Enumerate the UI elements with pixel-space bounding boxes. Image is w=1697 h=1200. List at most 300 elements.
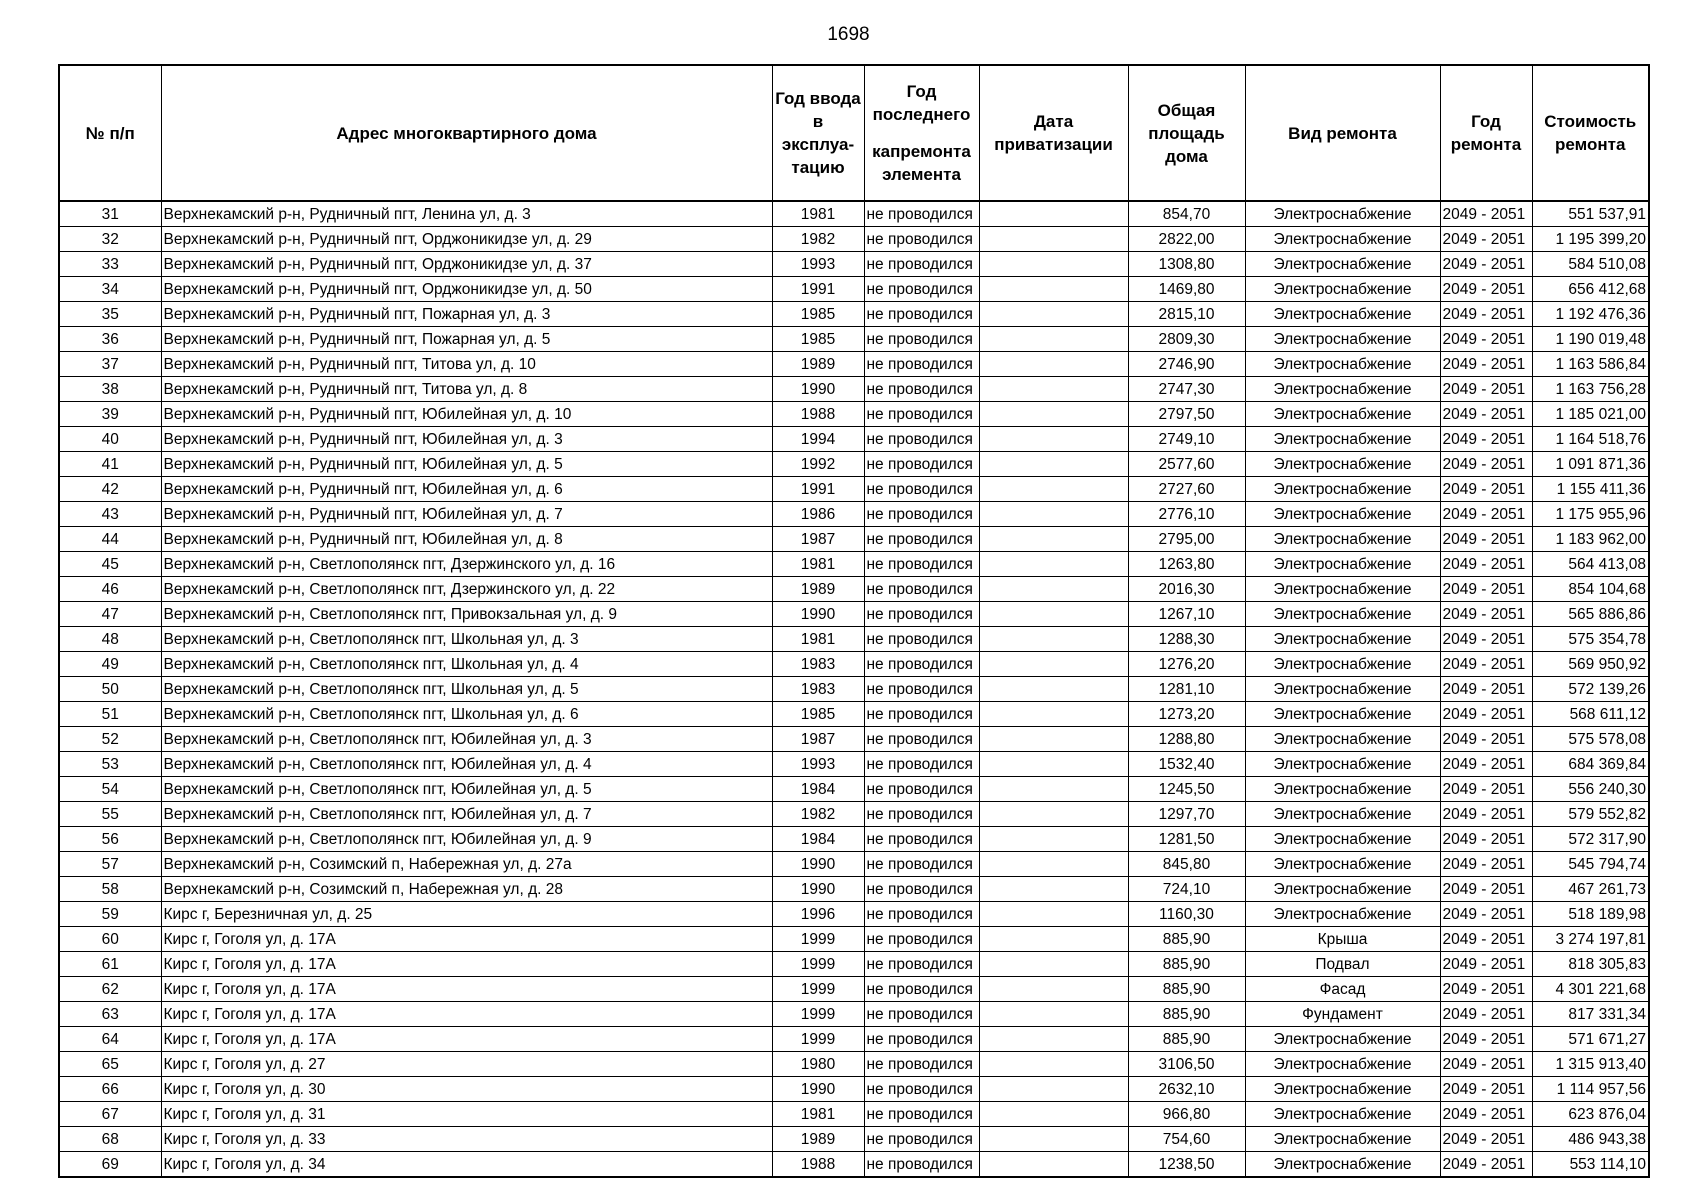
cell-last-repair: не проводился [864,577,979,602]
cell-area: 2577,60 [1128,452,1245,477]
cell-cost: 3 274 197,81 [1532,927,1649,952]
cell-year-built: 1999 [772,952,864,977]
cell-repair-type: Электроснабжение [1245,652,1440,677]
cell-num: 64 [59,1027,161,1052]
cell-last-repair: не проводился [864,677,979,702]
cell-address: Верхнекамский р-н, Рудничный пгт, Титова ул, д. 8 [161,377,772,402]
cell-repair-type: Электроснабжение [1245,1052,1440,1077]
cell-repair-type: Электроснабжение [1245,527,1440,552]
cell-cost: 623 876,04 [1532,1102,1649,1127]
cell-repair-year: 2049 - 2051 [1440,1027,1532,1052]
cell-address: Кирс г, Гоголя ул, д. 17А [161,952,772,977]
cell-repair-year: 2049 - 2051 [1440,277,1532,302]
cell-repair-year: 2049 - 2051 [1440,1102,1532,1127]
table-row [59,1102,1649,1127]
cell-repair-type: Электроснабжение [1245,702,1440,727]
table-row [59,252,1649,277]
cell-address: Верхнекамский р-н, Рудничный пгт, Юбилейная ул, д. 7 [161,502,772,527]
cell-num: 44 [59,527,161,552]
table-row [59,802,1649,827]
header-privatization: Дата приватизации [979,65,1128,201]
cell-year-built: 1982 [772,227,864,252]
cell-cost: 571 671,27 [1532,1027,1649,1052]
cell-area: 1281,10 [1128,677,1245,702]
cell-area: 2632,10 [1128,1077,1245,1102]
cell-last-repair: не проводился [864,652,979,677]
cell-repair-year: 2049 - 2051 [1440,377,1532,402]
cell-address: Верхнекамский р-н, Рудничный пгт, Пожарная ул, д. 5 [161,327,772,352]
cell-area: 2749,10 [1128,427,1245,452]
cell-privatization [979,552,1128,577]
cell-repair-type: Электроснабжение [1245,627,1440,652]
table-row [59,652,1649,677]
cell-repair-type: Фасад [1245,977,1440,1002]
cell-repair-type: Фундамент [1245,1002,1440,1027]
cell-cost: 656 412,68 [1532,277,1649,302]
cell-privatization [979,1127,1128,1152]
cell-cost: 572 139,26 [1532,677,1649,702]
cell-last-repair: не проводился [864,802,979,827]
cell-cost: 467 261,73 [1532,877,1649,902]
cell-cost: 1 190 019,48 [1532,327,1649,352]
cell-num: 35 [59,302,161,327]
cell-privatization [979,427,1128,452]
cell-repair-type: Электроснабжение [1245,477,1440,502]
cell-num: 37 [59,352,161,377]
cell-last-repair: не проводился [864,502,979,527]
cell-last-repair: не проводился [864,277,979,302]
cell-privatization [979,1152,1128,1178]
cell-area: 2776,10 [1128,502,1245,527]
cell-year-built: 1985 [772,327,864,352]
cell-year-built: 1982 [772,802,864,827]
cell-address: Верхнекамский р-н, Светлополянск пгт, Юбилейная ул, д. 7 [161,802,772,827]
cell-area: 2815,10 [1128,302,1245,327]
cell-privatization [979,902,1128,927]
cell-cost: 545 794,74 [1532,852,1649,877]
cell-num: 33 [59,252,161,277]
table-row [59,427,1649,452]
cell-area: 1273,20 [1128,702,1245,727]
cell-last-repair: не проводился [864,702,979,727]
cell-repair-type: Электроснабжение [1245,1102,1440,1127]
header-repair-type: Вид ремонта [1245,65,1440,201]
header-row [59,65,1649,201]
cell-repair-type: Электроснабжение [1245,201,1440,227]
cell-repair-year: 2049 - 2051 [1440,827,1532,852]
cell-repair-year: 2049 - 2051 [1440,652,1532,677]
cell-privatization [979,1077,1128,1102]
cell-privatization [979,352,1128,377]
header-address: Адрес многоквартирного дома [161,65,772,201]
cell-address: Кирс г, Гоголя ул, д. 17А [161,1027,772,1052]
cell-last-repair: не проводился [864,352,979,377]
cell-area: 2822,00 [1128,227,1245,252]
cell-address: Верхнекамский р-н, Рудничный пгт, Юбилейная ул, д. 8 [161,527,772,552]
cell-privatization [979,977,1128,1002]
cell-address: Кирс г, Гоголя ул, д. 17А [161,977,772,1002]
cell-address: Кирс г, Гоголя ул, д. 17А [161,1002,772,1027]
cell-repair-type: Электроснабжение [1245,1027,1440,1052]
cell-repair-type: Электроснабжение [1245,227,1440,252]
cell-area: 885,90 [1128,977,1245,1002]
cell-repair-year: 2049 - 2051 [1440,627,1532,652]
cell-area: 1288,80 [1128,727,1245,752]
table-row [59,902,1649,927]
table-row [59,1027,1649,1052]
cell-num: 47 [59,602,161,627]
cell-repair-year: 2049 - 2051 [1440,1127,1532,1152]
cell-address: Верхнекамский р-н, Светлополянск пгт, Юбилейная ул, д. 5 [161,777,772,802]
cell-year-built: 1999 [772,1027,864,1052]
cell-address: Верхнекамский р-н, Рудничный пгт, Пожарная ул, д. 3 [161,302,772,327]
page-number: 1698 [827,24,870,45]
cell-area: 754,60 [1128,1127,1245,1152]
cell-address: Верхнекамский р-н, Рудничный пгт, Ленина ул, д. 3 [161,201,772,227]
cell-repair-type: Электроснабжение [1245,352,1440,377]
table-row [59,777,1649,802]
header-last-repair [864,65,979,201]
cell-privatization [979,652,1128,677]
cell-last-repair: не проводился [864,602,979,627]
cell-repair-type: Электроснабжение [1245,827,1440,852]
cell-area: 966,80 [1128,1102,1245,1127]
cell-num: 40 [59,427,161,452]
cell-repair-year: 2049 - 2051 [1440,552,1532,577]
cell-last-repair: не проводился [864,227,979,252]
cell-last-repair: не проводился [864,1152,979,1178]
cell-privatization [979,1002,1128,1027]
cell-repair-year: 2049 - 2051 [1440,527,1532,552]
table-row [59,677,1649,702]
cell-address: Верхнекамский р-н, Светлополянск пгт, Дзержинского ул, д. 16 [161,552,772,577]
cell-area: 1160,30 [1128,902,1245,927]
cell-year-built: 1988 [772,402,864,427]
cell-area: 854,70 [1128,201,1245,227]
cell-area: 2746,90 [1128,352,1245,377]
cell-address: Верхнекамский р-н, Светлополянск пгт, Дзержинского ул, д. 22 [161,577,772,602]
cell-address: Верхнекамский р-н, Рудничный пгт, Орджоникидзе ул, д. 37 [161,252,772,277]
cell-address: Верхнекамский р-н, Созимский п, Набережная ул, д. 27а [161,852,772,877]
cell-repair-type: Электроснабжение [1245,852,1440,877]
cell-last-repair: не проводился [864,927,979,952]
header-repair-year: Год ремонта [1440,65,1532,201]
cell-address: Верхнекамский р-н, Светлополянск пгт, Юбилейная ул, д. 3 [161,727,772,752]
cell-privatization [979,702,1128,727]
table-row [59,977,1649,1002]
header-num: № п/п [59,65,161,201]
table-row [59,502,1649,527]
cell-last-repair: не проводился [864,1127,979,1152]
cell-cost: 4 301 221,68 [1532,977,1649,1002]
header-last-repair-top: Год последнего [872,82,971,124]
cell-repair-type: Электроснабжение [1245,1077,1440,1102]
cell-year-built: 1994 [772,427,864,452]
cell-num: 61 [59,952,161,977]
cell-cost: 1 163 586,84 [1532,352,1649,377]
cell-num: 58 [59,877,161,902]
cell-area: 1297,70 [1128,802,1245,827]
table-row [59,1002,1649,1027]
cell-cost: 553 114,10 [1532,1152,1649,1178]
cell-num: 54 [59,777,161,802]
cell-year-built: 1980 [772,1052,864,1077]
cell-area: 2016,30 [1128,577,1245,602]
cell-cost: 564 413,08 [1532,552,1649,577]
cell-num: 46 [59,577,161,602]
cell-num: 39 [59,402,161,427]
cell-address: Кирс г, Гоголя ул, д. 34 [161,1152,772,1178]
cell-area: 1267,10 [1128,602,1245,627]
cell-cost: 854 104,68 [1532,577,1649,602]
cell-year-built: 1990 [772,1077,864,1102]
cell-cost: 568 611,12 [1532,702,1649,727]
cell-last-repair: не проводился [864,952,979,977]
cell-repair-year: 2049 - 2051 [1440,1077,1532,1102]
cell-address: Верхнекамский р-н, Светлополянск пгт, Юбилейная ул, д. 4 [161,752,772,777]
table-row [59,477,1649,502]
cell-area: 724,10 [1128,877,1245,902]
cell-repair-type: Электроснабжение [1245,877,1440,902]
cell-area: 2727,60 [1128,477,1245,502]
cell-last-repair: не проводился [864,302,979,327]
cell-repair-year: 2049 - 2051 [1440,852,1532,877]
cell-year-built: 1993 [772,752,864,777]
cell-cost: 556 240,30 [1532,777,1649,802]
cell-last-repair: не проводился [864,377,979,402]
table-row [59,1127,1649,1152]
cell-address: Верхнекамский р-н, Рудничный пгт, Юбилейная ул, д. 10 [161,402,772,427]
cell-repair-year: 2049 - 2051 [1440,602,1532,627]
cell-address: Кирс г, Гоголя ул, д. 33 [161,1127,772,1152]
cell-privatization [979,602,1128,627]
cell-area: 1532,40 [1128,752,1245,777]
cell-repair-year: 2049 - 2051 [1440,352,1532,377]
cell-year-built: 1990 [772,602,864,627]
cell-privatization [979,952,1128,977]
cell-num: 59 [59,902,161,927]
cell-address: Верхнекамский р-н, Рудничный пгт, Орджоникидзе ул, д. 50 [161,277,772,302]
table-row [59,852,1649,877]
cell-privatization [979,452,1128,477]
cell-year-built: 1992 [772,452,864,477]
cell-num: 53 [59,752,161,777]
repair-register-table [58,64,1650,1178]
cell-repair-year: 2049 - 2051 [1440,201,1532,227]
table-row [59,527,1649,552]
cell-privatization [979,802,1128,827]
cell-year-built: 1988 [772,1152,864,1178]
cell-repair-year: 2049 - 2051 [1440,227,1532,252]
cell-repair-type: Электроснабжение [1245,552,1440,577]
cell-year-built: 1987 [772,727,864,752]
cell-num: 48 [59,627,161,652]
cell-area: 3106,50 [1128,1052,1245,1077]
cell-privatization [979,827,1128,852]
cell-privatization [979,502,1128,527]
cell-area: 1469,80 [1128,277,1245,302]
cell-area: 885,90 [1128,1027,1245,1052]
cell-year-built: 1990 [772,377,864,402]
cell-privatization [979,277,1128,302]
cell-num: 69 [59,1152,161,1178]
cell-year-built: 1981 [772,201,864,227]
cell-year-built: 1987 [772,527,864,552]
cell-privatization [979,227,1128,252]
cell-privatization [979,577,1128,602]
cell-privatization [979,1052,1128,1077]
cell-address: Верхнекамский р-н, Светлополянск пгт, Школьная ул, д. 6 [161,702,772,727]
cell-privatization [979,852,1128,877]
table-row [59,702,1649,727]
cell-cost: 572 317,90 [1532,827,1649,852]
cell-repair-type: Подвал [1245,952,1440,977]
cell-address: Верхнекамский р-н, Рудничный пгт, Орджоникидзе ул, д. 29 [161,227,772,252]
table-row [59,352,1649,377]
cell-area: 2795,00 [1128,527,1245,552]
cell-year-built: 1981 [772,552,864,577]
cell-num: 66 [59,1077,161,1102]
cell-address: Верхнекамский р-н, Светлополянск пгт, Юбилейная ул, д. 9 [161,827,772,852]
header-last-repair-bottom: капремонта элемента [872,142,971,184]
cell-cost: 575 354,78 [1532,627,1649,652]
cell-num: 50 [59,677,161,702]
cell-num: 56 [59,827,161,852]
header-area: Общая площадь дома [1128,65,1245,201]
cell-cost: 486 943,38 [1532,1127,1649,1152]
table-row [59,927,1649,952]
cell-repair-year: 2049 - 2051 [1440,702,1532,727]
cell-privatization [979,752,1128,777]
cell-repair-year: 2049 - 2051 [1440,1002,1532,1027]
cell-area: 885,90 [1128,1002,1245,1027]
cell-last-repair: не проводился [864,877,979,902]
cell-privatization [979,1102,1128,1127]
cell-year-built: 1983 [772,652,864,677]
cell-last-repair: не проводился [864,752,979,777]
cell-privatization [979,252,1128,277]
cell-num: 42 [59,477,161,502]
cell-year-built: 1996 [772,902,864,927]
cell-repair-year: 2049 - 2051 [1440,302,1532,327]
cell-num: 67 [59,1102,161,1127]
cell-cost: 684 369,84 [1532,752,1649,777]
cell-address: Кирс г, Гоголя ул, д. 31 [161,1102,772,1127]
cell-address: Кирс г, Гоголя ул, д. 30 [161,1077,772,1102]
cell-repair-type: Электроснабжение [1245,427,1440,452]
cell-num: 38 [59,377,161,402]
cell-privatization [979,727,1128,752]
cell-area: 1245,50 [1128,777,1245,802]
cell-year-built: 1999 [772,1002,864,1027]
cell-cost: 1 163 756,28 [1532,377,1649,402]
cell-area: 2747,30 [1128,377,1245,402]
cell-year-built: 1986 [772,502,864,527]
cell-cost: 518 189,98 [1532,902,1649,927]
cell-privatization [979,627,1128,652]
cell-repair-type: Электроснабжение [1245,1152,1440,1178]
table-row [59,552,1649,577]
cell-privatization [979,477,1128,502]
cell-last-repair: не проводился [864,327,979,352]
cell-last-repair: не проводился [864,252,979,277]
cell-repair-year: 2049 - 2051 [1440,327,1532,352]
table-row [59,952,1649,977]
cell-num: 41 [59,452,161,477]
table-row [59,1052,1649,1077]
cell-repair-year: 2049 - 2051 [1440,577,1532,602]
cell-num: 62 [59,977,161,1002]
cell-cost: 565 886,86 [1532,602,1649,627]
cell-year-built: 1989 [772,577,864,602]
table-row [59,727,1649,752]
cell-repair-type: Электроснабжение [1245,752,1440,777]
table-row [59,877,1649,902]
table-row [59,1152,1649,1178]
cell-cost: 551 537,91 [1532,201,1649,227]
cell-num: 55 [59,802,161,827]
table-row [59,327,1649,352]
cell-cost: 575 578,08 [1532,727,1649,752]
cell-repair-year: 2049 - 2051 [1440,677,1532,702]
cell-address: Верхнекамский р-н, Светлополянск пгт, Привокзальная ул, д. 9 [161,602,772,627]
cell-last-repair: не проводился [864,452,979,477]
cell-last-repair: не проводился [864,902,979,927]
cell-address: Кирс г, Гоголя ул, д. 17А [161,927,772,952]
cell-num: 68 [59,1127,161,1152]
cell-address: Верхнекамский р-н, Рудничный пгт, Юбилейная ул, д. 3 [161,427,772,452]
table-row [59,1077,1649,1102]
cell-repair-type: Электроснабжение [1245,777,1440,802]
cell-year-built: 1981 [772,1102,864,1127]
cell-last-repair: не проводился [864,1052,979,1077]
cell-num: 51 [59,702,161,727]
cell-privatization [979,927,1128,952]
table-row [59,201,1649,227]
cell-area: 2797,50 [1128,402,1245,427]
cell-repair-type: Электроснабжение [1245,277,1440,302]
cell-num: 52 [59,727,161,752]
cell-cost: 1 183 962,00 [1532,527,1649,552]
cell-year-built: 1990 [772,877,864,902]
cell-repair-type: Электроснабжение [1245,902,1440,927]
cell-cost: 1 185 021,00 [1532,402,1649,427]
cell-cost: 1 164 518,76 [1532,427,1649,452]
cell-privatization [979,527,1128,552]
cell-repair-year: 2049 - 2051 [1440,927,1532,952]
cell-cost: 1 195 399,20 [1532,227,1649,252]
cell-address: Верхнекамский р-н, Рудничный пгт, Юбилейная ул, д. 5 [161,452,772,477]
table-row [59,227,1649,252]
cell-last-repair: не проводился [864,1027,979,1052]
cell-last-repair: не проводился [864,201,979,227]
cell-cost: 1 315 913,40 [1532,1052,1649,1077]
cell-repair-year: 2049 - 2051 [1440,877,1532,902]
cell-address: Кирс г, Гоголя ул, д. 27 [161,1052,772,1077]
cell-num: 32 [59,227,161,252]
cell-cost: 579 552,82 [1532,802,1649,827]
cell-repair-year: 2049 - 2051 [1440,402,1532,427]
header-cost: Стоимость ремонта [1532,65,1649,201]
cell-last-repair: не проводился [864,727,979,752]
cell-last-repair: не проводился [864,827,979,852]
cell-year-built: 1991 [772,277,864,302]
cell-num: 60 [59,927,161,952]
cell-last-repair: не проводился [864,477,979,502]
cell-privatization [979,402,1128,427]
cell-repair-year: 2049 - 2051 [1440,777,1532,802]
cell-year-built: 1983 [772,677,864,702]
